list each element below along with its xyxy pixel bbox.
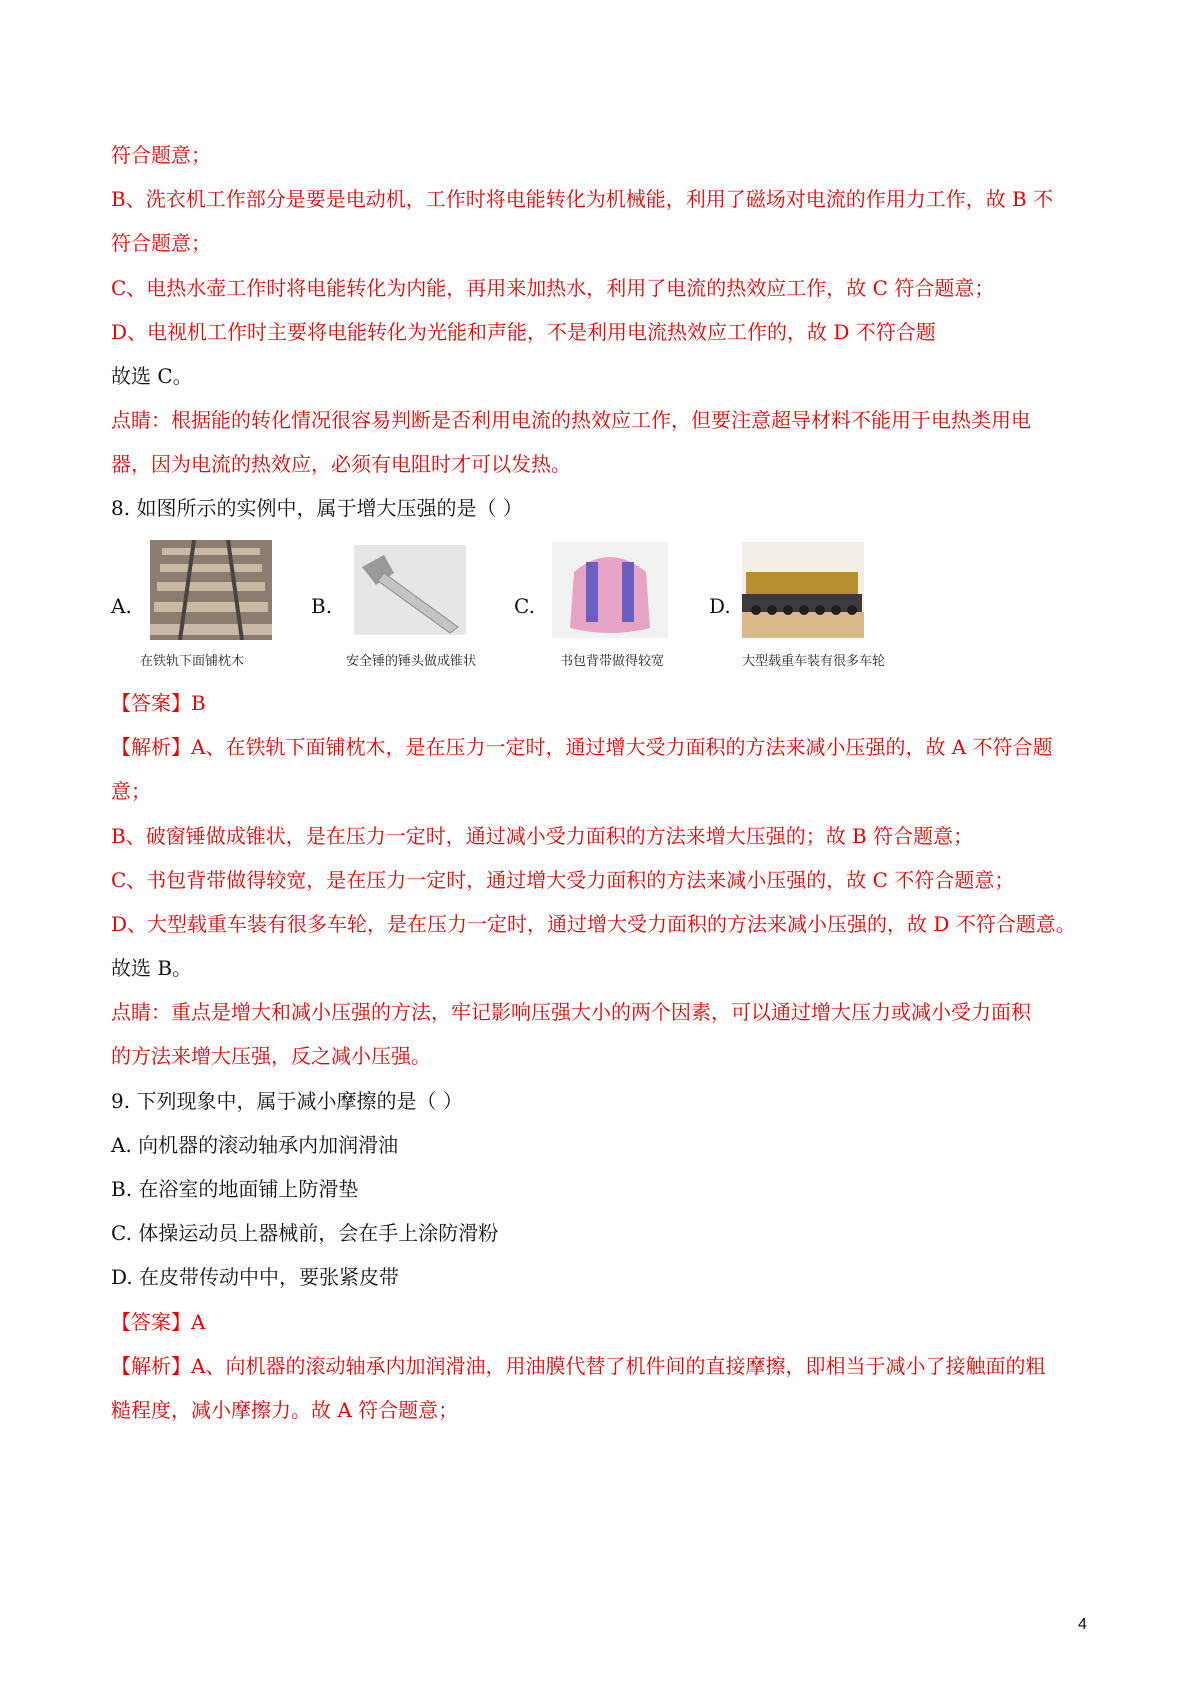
option-letter: B.	[311, 594, 333, 618]
caption-a: 在铁轨下面铺枕木	[140, 654, 245, 669]
text-line: 点睛：重点是增大和减小压强的方法，牢记影响压强大小的两个因素，可以通过增大压力或减小受力面积	[111, 1000, 1031, 1024]
text-line: C、书包背带做得较宽，是在压力一定时，通过增大受力面积的方法来减小压强的，故 C 不符合题意；	[111, 868, 1015, 892]
answer-label: 【答案】A	[111, 1310, 206, 1334]
option-letter: C.	[514, 594, 535, 618]
page-number: 4	[1078, 1616, 1087, 1633]
question-9: 9. 下列现象中，属于减小摩擦的是（ ）	[111, 1089, 463, 1113]
text-line: 符合题意；	[111, 143, 211, 167]
option-letter: D.	[709, 594, 731, 618]
text-line: B、洗衣机工作部分是要是电动机，工作时将电能转化为机械能，利用了磁场对电流的作用力工作，故 B 不	[111, 187, 1054, 211]
backpack-photo-icon	[552, 542, 668, 638]
text-line: 故选 C。	[111, 364, 193, 388]
heavy-truck-photo-icon	[742, 542, 864, 638]
text-line: 糙程度，减小摩擦力。故 A 符合题意；	[111, 1398, 459, 1422]
text-line: D、大型载重车装有很多车轮，是在压力一定时，通过增大受力面积的方法来减小压强的，故 D 不符合题意。	[111, 912, 1076, 936]
text-line: 点睛：根据能的转化情况很容易判断是否利用电流的热效应工作，但要注意超导材料不能用于电热类用电	[111, 408, 1031, 432]
text-line: D、电视机工作时主要将电能转化为光能和声能，不是利用电流热效应工作的，故 D 不符合题	[111, 320, 936, 344]
choice-a: A. 向机器的滚动轴承内加润滑油	[111, 1133, 399, 1157]
safety-hammer-photo-icon	[354, 545, 466, 635]
caption-c: 书包背带做得较宽	[560, 654, 665, 669]
choice-c: C. 体操运动员上器械前，会在手上涂防滑粉	[111, 1221, 499, 1245]
text-line: C、电热水壶工作时将电能转化为内能，再用来加热水，利用了电流的热效应工作，故 C 符合题意；	[111, 276, 995, 300]
text-line: 故选 B。	[111, 956, 193, 980]
text-line: 符合题意；	[111, 231, 211, 255]
text-line: 意；	[111, 779, 151, 803]
option-letter: A.	[111, 594, 132, 618]
text-line: 【解析】A、向机器的滚动轴承内加润滑油，用油膜代替了机件间的直接摩擦，即相当于减小了接触面的粗	[111, 1354, 1046, 1378]
caption-b: 安全锤的锤头做成锥状	[346, 654, 477, 669]
caption-d: 大型载重车装有很多车轮	[742, 654, 886, 669]
choice-d: D. 在皮带传动中中，要张紧皮带	[111, 1265, 400, 1289]
railway-sleepers-photo-icon	[150, 540, 272, 640]
choice-b: B. 在浴室的地面铺上防滑垫	[111, 1177, 359, 1201]
question-8: 8. 如图所示的实例中，属于增大压强的是（ ）	[111, 496, 523, 520]
text-line: 器，因为电流的热效应，必须有电阻时才可以发热。	[111, 452, 571, 476]
text-line: 【解析】A、在铁轨下面铺枕木，是在压力一定时，通过增大受力面积的方法来减小压强的，故 A 不符合题	[111, 735, 1053, 759]
text-line: 的方法来增大压强，反之减小压强。	[111, 1044, 431, 1068]
text-line: B、破窗锤做成锥状，是在压力一定时，通过减小受力面积的方法来增大压强的；故 B 符合题意；	[111, 824, 974, 848]
answer-label: 【答案】B	[111, 691, 206, 715]
